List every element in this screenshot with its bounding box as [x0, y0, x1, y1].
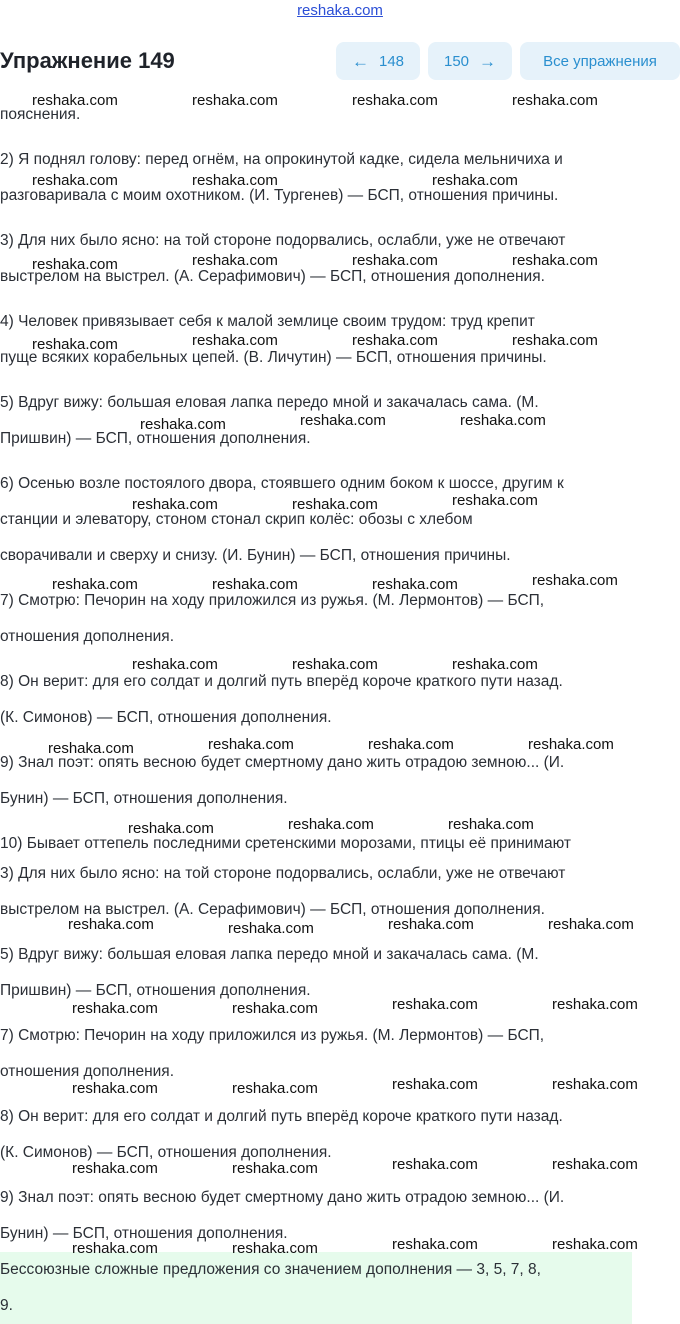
- text-line: 4) Человек привязывает себя к малой землице своим трудом: труд крепит: [0, 313, 535, 330]
- watermark-text: reshaka.com: [72, 1000, 158, 1017]
- text-line: разговаривала с моим охотником. (И. Тургенев) — БСП, отношения причины.: [0, 187, 559, 204]
- text-line: 5) Вдруг вижу: большая еловая лапка передо мной и закачалась сама. (М.: [0, 394, 539, 411]
- watermark-text: reshaka.com: [72, 1240, 158, 1257]
- watermark-text: reshaka.com: [32, 92, 118, 109]
- watermark-text: reshaka.com: [72, 1160, 158, 1177]
- text-line: 2) Я поднял голову: перед огнём, на опрокинутой кадке, сидела мельничиха и: [0, 151, 563, 168]
- watermark-text: reshaka.com: [448, 816, 534, 833]
- text-line: выстрелом на выстрел. (А. Серафимович) — БСП, отношения дополнения.: [0, 901, 545, 918]
- text-line: 7) Смотрю: Печорин на ходу приложился из ружья. (М. Лермонтов) — БСП,: [0, 592, 545, 609]
- text-line: сворачивали и сверху и снизу. (И. Бунин) — БСП, отношения причины.: [0, 547, 511, 564]
- watermark-text: reshaka.com: [352, 92, 438, 109]
- watermark-text: reshaka.com: [288, 816, 374, 833]
- watermark-text: reshaka.com: [232, 1160, 318, 1177]
- text-line: 9) Знал поэт: опять весною будет смертному дано жить отрадою земною... (И.: [0, 754, 565, 771]
- text-line: 8) Он верит: для его солдат и долгий путь вперёд короче краткого пути назад.: [0, 1108, 563, 1125]
- text-line: (К. Симонов) — БСП, отношения дополнения.: [0, 709, 332, 726]
- watermark-text: reshaka.com: [432, 172, 518, 189]
- watermark-text: reshaka.com: [512, 252, 598, 269]
- watermark-text: reshaka.com: [532, 572, 618, 589]
- watermark-text: reshaka.com: [32, 336, 118, 353]
- watermark-text: reshaka.com: [552, 1076, 638, 1093]
- text-line: 7) Смотрю: Печорин на ходу приложился из ружья. (М. Лермонтов) — БСП,: [0, 1027, 545, 1044]
- watermark-text: reshaka.com: [392, 1156, 478, 1173]
- text-line: 10) Бывает оттепель последними сретенскими морозами, птицы её принимают: [0, 835, 571, 852]
- text-line: Бунин) — БСП, отношения дополнения.: [0, 1225, 288, 1242]
- text-line: станции и элеватору, стоном стонал скрип колёс: обозы с хлебом: [0, 511, 473, 528]
- watermark-text: reshaka.com: [552, 1156, 638, 1173]
- watermark-text: reshaka.com: [392, 996, 478, 1013]
- watermark-text: reshaka.com: [232, 1080, 318, 1097]
- watermark-text: reshaka.com: [212, 576, 298, 593]
- watermark-text: reshaka.com: [352, 252, 438, 269]
- watermark-text: reshaka.com: [232, 1240, 318, 1257]
- watermark-text: reshaka.com: [352, 332, 438, 349]
- watermark-text: reshaka.com: [452, 492, 538, 509]
- watermark-text: reshaka.com: [372, 576, 458, 593]
- watermark-text: reshaka.com: [32, 172, 118, 189]
- watermark-text: reshaka.com: [300, 412, 386, 429]
- watermark-text: reshaka.com: [132, 656, 218, 673]
- site-title[interactable]: reshaka.com: [297, 2, 383, 19]
- watermark-text: reshaka.com: [368, 736, 454, 753]
- watermark-text: reshaka.com: [32, 256, 118, 273]
- watermark-text: reshaka.com: [72, 1080, 158, 1097]
- watermark-text: reshaka.com: [392, 1076, 478, 1093]
- text-line: 8) Он верит: для его солдат и долгий путь вперёд короче краткого пути назад.: [0, 673, 563, 690]
- watermark-text: reshaka.com: [132, 496, 218, 513]
- watermark-text: reshaka.com: [512, 332, 598, 349]
- answer-line: Бессоюзные сложные предложения со значением дополнения — 3, 5, 7, 8,: [0, 1261, 541, 1278]
- watermark-text: reshaka.com: [48, 740, 134, 757]
- text-line: 3) Для них было ясно: на той стороне подорвались, ослабли, уже не отвечают: [0, 232, 566, 249]
- watermark-text: reshaka.com: [192, 92, 278, 109]
- arrow-right-icon: →: [479, 51, 497, 71]
- text-line: отношения дополнения.: [0, 1063, 175, 1080]
- text-line: 6) Осенью возле постоялого двора, стоявшего одним боком к шоссе, другим к: [0, 475, 564, 492]
- all-exercises-label: Все упражнения: [543, 52, 657, 70]
- text-line: Пришвин) — БСП, отношения дополнения.: [0, 430, 311, 447]
- watermark-text: reshaka.com: [548, 916, 634, 933]
- watermark-text: reshaka.com: [292, 496, 378, 513]
- watermark-text: reshaka.com: [512, 92, 598, 109]
- text-line: Пришвин) — БСП, отношения дополнения.: [0, 982, 311, 999]
- watermark-text: reshaka.com: [192, 332, 278, 349]
- text-line: Бунин) — БСП, отношения дополнения.: [0, 790, 288, 807]
- text-line: 9) Знал поэт: опять весною будет смертному дано жить отрадою земною... (И.: [0, 1189, 565, 1206]
- watermark-text: reshaka.com: [552, 996, 638, 1013]
- text-line: отношения дополнения.: [0, 628, 175, 645]
- answer-line: 9.: [0, 1297, 13, 1314]
- next-exercise-label: 150: [443, 52, 470, 70]
- watermark-text: reshaka.com: [228, 920, 314, 937]
- prev-exercise-button[interactable]: [336, 42, 420, 80]
- watermark-text: reshaka.com: [192, 172, 278, 189]
- watermark-text: reshaka.com: [140, 416, 226, 433]
- text-line: пояснения.: [0, 106, 81, 123]
- watermark-text: reshaka.com: [392, 1236, 478, 1253]
- text-line: 3) Для них было ясно: на той стороне подорвались, ослабли, уже не отвечают: [0, 865, 566, 882]
- page-title: Упражнение 149: [0, 48, 175, 73]
- watermark-text: reshaka.com: [552, 1236, 638, 1253]
- text-line: пуще всяких корабельных цепей. (В. Личутин) — БСП, отношения причины.: [0, 349, 547, 366]
- watermark-text: reshaka.com: [232, 1000, 318, 1017]
- all-exercises-button[interactable]: [520, 42, 680, 80]
- text-line: (К. Симонов) — БСП, отношения дополнения.: [0, 1144, 332, 1161]
- next-exercise-button[interactable]: [428, 42, 512, 80]
- watermark-text: reshaka.com: [208, 736, 294, 753]
- text-line: выстрелом на выстрел. (А. Серафимович) — БСП, отношения дополнения.: [0, 268, 545, 285]
- watermark-text: reshaka.com: [388, 916, 474, 933]
- arrow-left-icon: ←: [351, 51, 369, 71]
- watermark-text: reshaka.com: [460, 412, 546, 429]
- watermark-text: reshaka.com: [292, 656, 378, 673]
- watermark-text: reshaka.com: [128, 820, 214, 837]
- text-line: 5) Вдруг вижу: большая еловая лапка передо мной и закачалась сама. (М.: [0, 946, 539, 963]
- watermark-text: reshaka.com: [68, 916, 154, 933]
- watermark-text: reshaka.com: [52, 576, 138, 593]
- watermark-text: reshaka.com: [192, 252, 278, 269]
- watermark-text: reshaka.com: [452, 656, 538, 673]
- prev-exercise-label: 148: [378, 52, 405, 70]
- watermark-text: reshaka.com: [528, 736, 614, 753]
